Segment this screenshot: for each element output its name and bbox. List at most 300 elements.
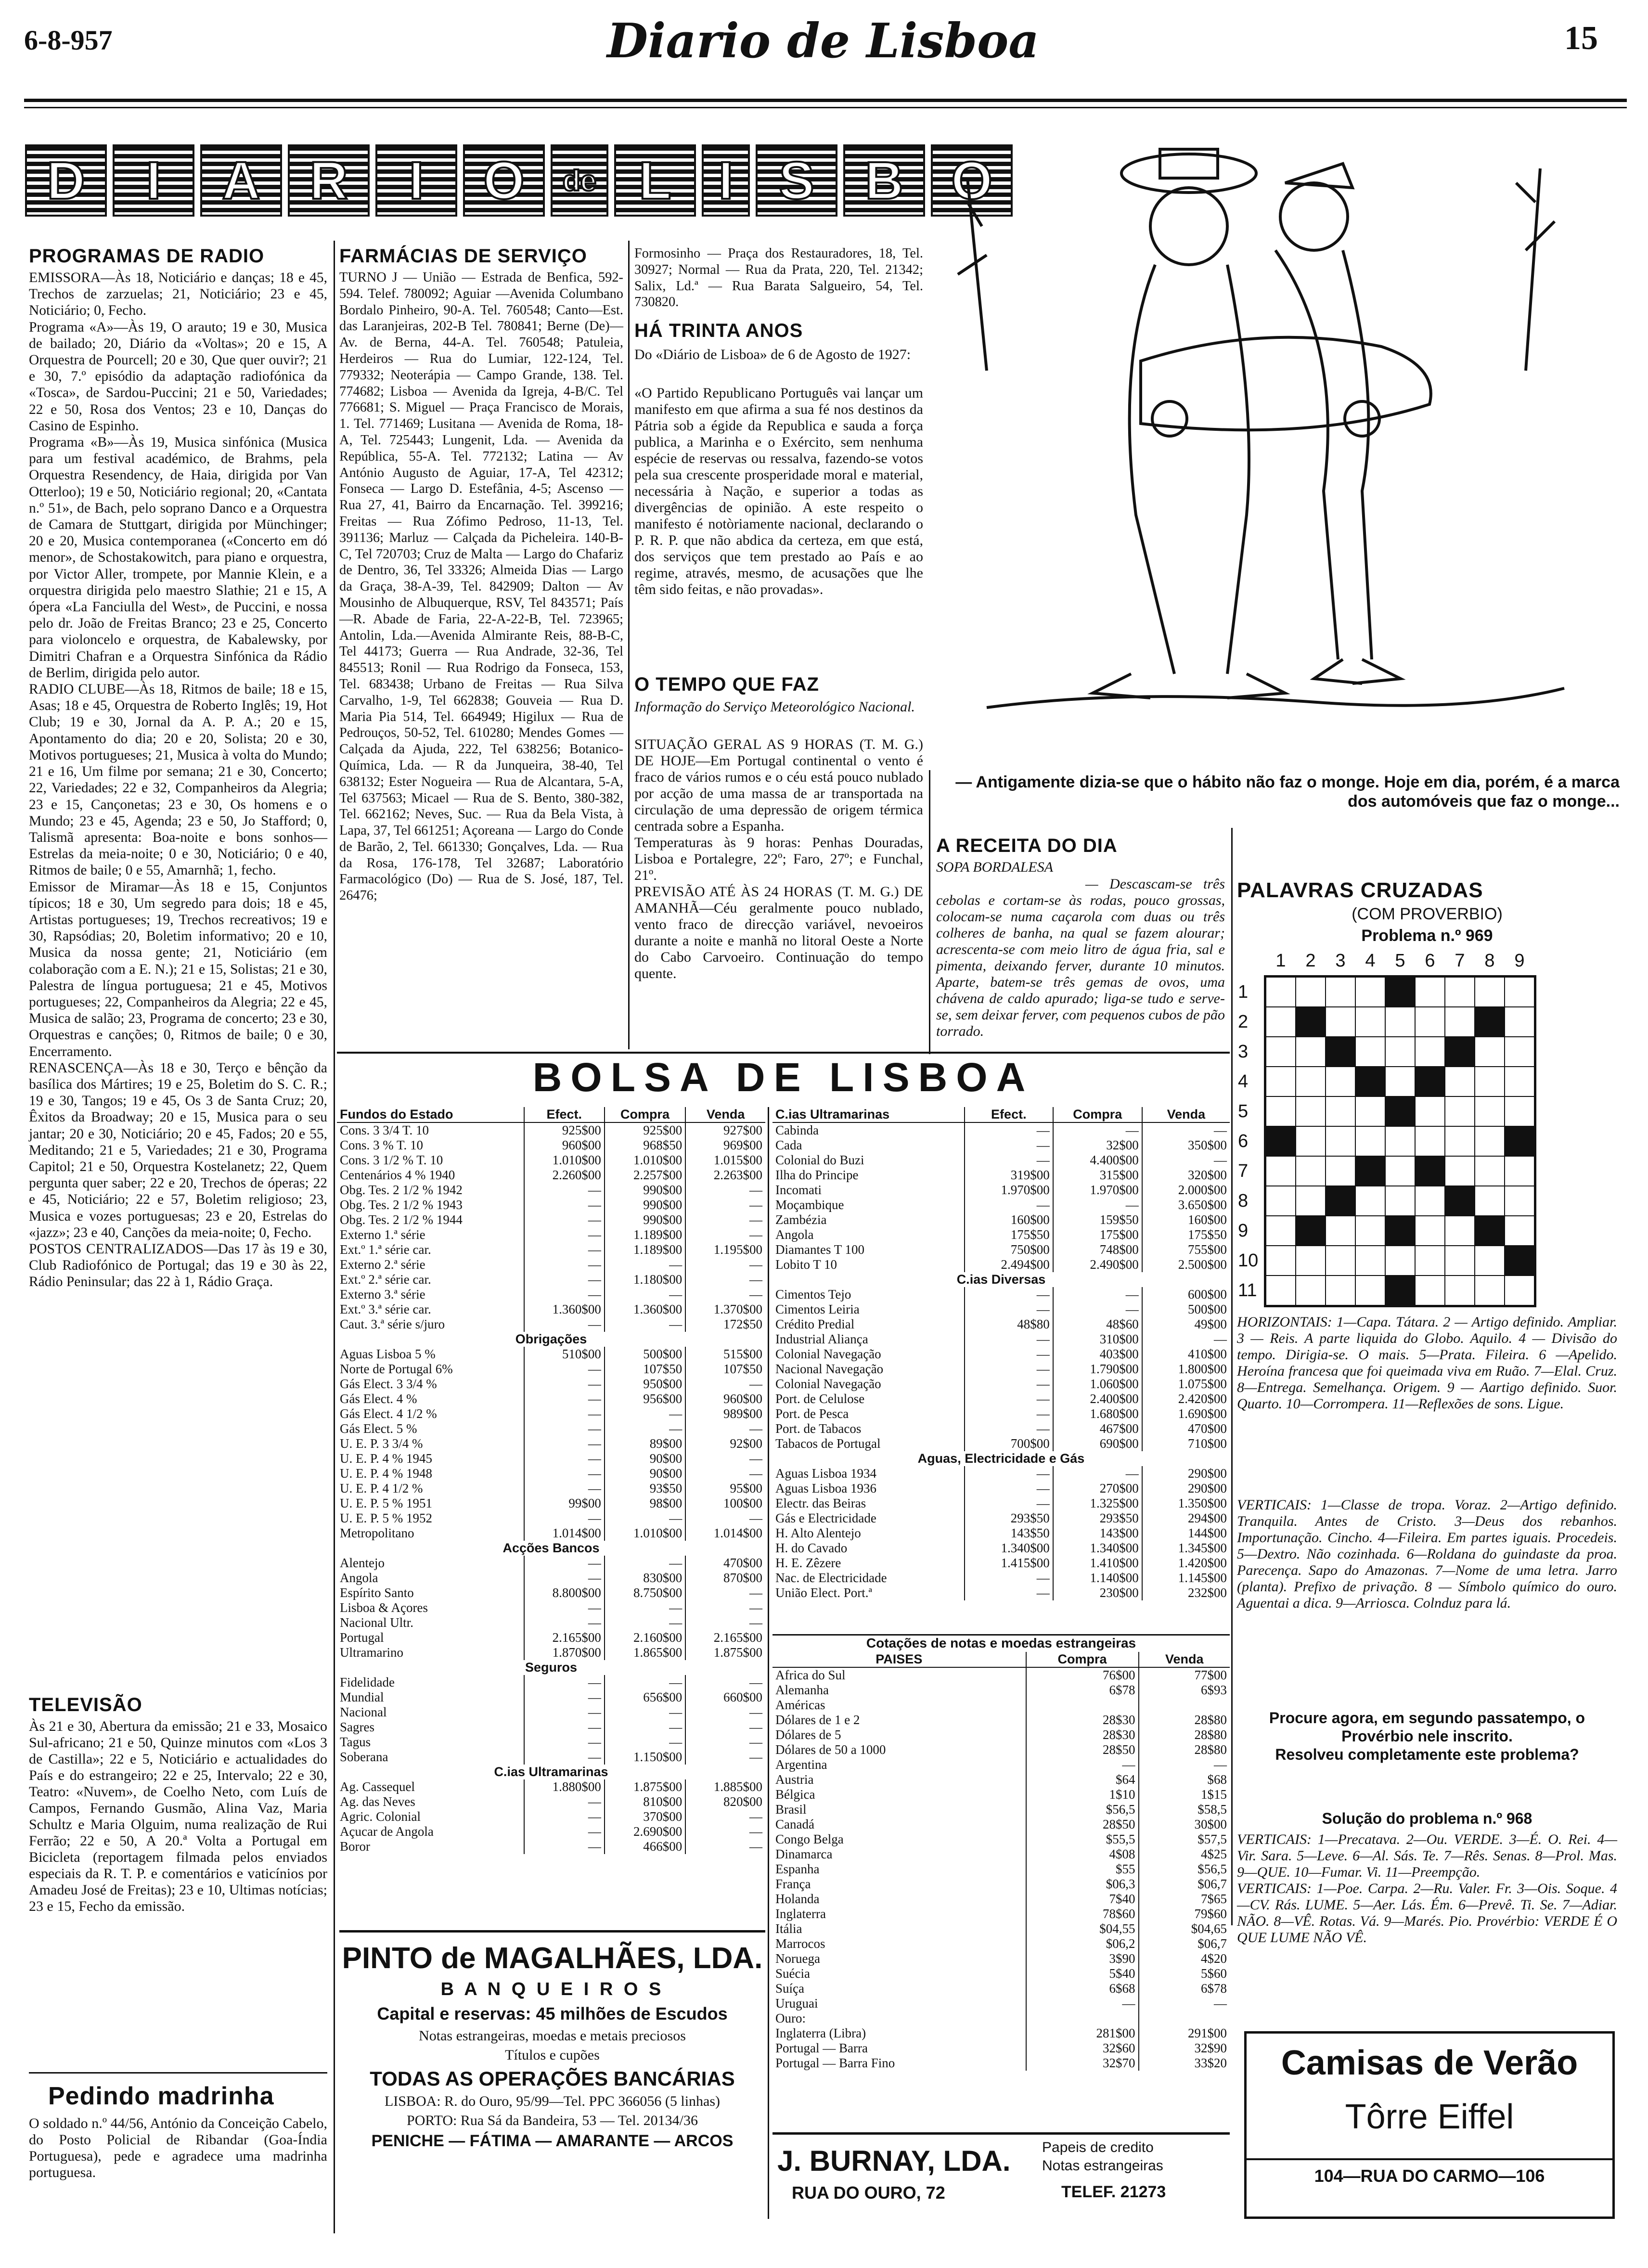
table-cell-value [1026,1698,1139,1713]
table-cell-label: Caut. 3.ª série s/juro [340,1317,445,1331]
table-cell-value: — [685,1287,765,1302]
crossword-row-number: 5 [1238,1101,1249,1121]
crossword-row-number: 9 [1238,1221,1249,1241]
table-row [772,1272,1230,1287]
table-cell-label: Espírito Santo [340,1585,414,1600]
issue-date: 6-8-957 [24,25,113,56]
table-row [772,1713,1230,1727]
table-row [772,1727,1230,1742]
table-cell-label: Norte de Portugal 6% [340,1362,453,1376]
table-row [772,1451,1230,1466]
table-cell-value: — [524,1809,605,1824]
ad-camisas-line2: Tôrre Eiffel [1345,2098,1514,2136]
table-cell-label: Nac. de Electricidade [775,1571,887,1585]
col-header: Compra [1053,1107,1142,1122]
table-section-header: Aguas, Electricidade e Gás [917,1451,1085,1466]
table-cell-value: 748$00 [1053,1242,1142,1257]
ad-burnay-addr: RUA DO OURO, 72 [792,2183,945,2203]
table-cell-value: — [1053,1466,1142,1481]
table-cell-value: 660$00 [685,1690,765,1705]
table-row [772,1287,1230,1302]
table-cell-value: 2.263$00 [685,1168,765,1183]
table-cell-label: Mundial [340,1690,384,1704]
table-cell-label: Cada [775,1138,802,1152]
table-cell-value: 175$50 [1142,1227,1230,1242]
table-cell-value: 290$00 [1142,1481,1230,1496]
table-cell-value: — [1053,1198,1142,1212]
table-cell-label: Gás Elect. 5 % [340,1421,417,1436]
table-cell-value: 470$00 [685,1556,765,1571]
table-cell-value: 1.870$00 [524,1645,605,1660]
table-cell-value: — [524,1720,605,1735]
table-cell-value: — [605,1421,685,1436]
table-cell-value: — [965,1585,1053,1600]
solution-body: VERTICAIS: 1—Precatava. 2—Ou. VERDE. 3—É. O. Rei. 4—Vir. Sara. 5—Leve. 6—Al. Sás. Te. 7—Rês. Senas. 8—Prol. Mas. 9—QUE. 10—Fumar. Vi. 11—Preempção. VERTICAIS: 1—Poe. Carpa. 2—Ru. Valer. Fr. 3—Ois. Soque. 4—CV. Rás. LUME. 5—Aer. Lás. Ém. 6—Prevê. Ti. Se. 7—Adiar. NÃO. 8—VÊ. Rotas. Vá. 9—Marés. Pio. Provérbio: VERDE É O QUE LUME NÃO VÊ. [1237,1831,1617,1946]
bolsa-table-left [337,1107,765,1854]
table-cell-label: U. E. P. 4 1/2 % [340,1481,423,1495]
table-cell-value: 230$00 [1053,1585,1142,1600]
ad-pinto-magalhaes [339,1930,765,2221]
table-cell-value: $68 [1139,1772,1230,1787]
table-cell-label: Portugal — Barra [775,2041,868,2055]
table-cell-value: 1.010$00 [524,1153,605,1168]
table-cell-value: 1.150$00 [605,1750,685,1765]
table-cell-value: $04,65 [1139,1921,1230,1936]
table-row [772,1317,1230,1332]
table-row [337,1615,765,1630]
table-cell-label: Zambézia [775,1212,827,1227]
table-row [772,1406,1230,1421]
table-cell-value: 32$00 [1053,1138,1142,1153]
crossword-col-number: 3 [1335,951,1346,971]
table-cell-value: 6$78 [1026,1683,1139,1698]
table-row [772,2041,1230,2056]
table-cell-value: 6$93 [1139,1683,1230,1698]
table-cell-label: Ultramarino [340,1645,403,1660]
table-cell-value: 92$00 [685,1436,765,1451]
crossword-horizontais: HORIZONTAIS: 1—Capa. Tátara. 2 — Artigo definido. Ampliar. 3 — Reis. A parte liquida do Globo. Aquilo. 4 — Divisão do tempo. Dirigia-se. O mais. 5—Prata. Fileira. 6 —Apelido. Heroína francesa que foi queimada viva em Ruão. 7—Elal. Cruz. 8—Entrega. Semelhança. Origem. 9 — Aartigo definido. Suor. Quarto. 10—Corrompera. 11—Reflexões de sons. Ligue. [1237,1314,1617,1412]
table-cell-label: Industrial Aliança [775,1332,868,1346]
table-cell-value: — [685,1809,765,1824]
table-cell-value: — [685,1466,765,1481]
table-row [337,1511,765,1526]
table-cell-value: — [605,1600,685,1615]
table-cell-value: 960$00 [685,1392,765,1406]
table-cell-value: — [685,1257,765,1272]
table-cell-label: Angola [340,1571,378,1585]
table-cell-value: 28$30 [1026,1713,1139,1727]
table-cell-value: 820$00 [685,1794,765,1809]
table-cell-value: — [524,1571,605,1585]
table-cell-label: H. do Cavado [775,1541,848,1555]
table-row [772,1862,1230,1877]
table-cell-value: 403$00 [1053,1347,1142,1362]
table-cell-value: 1.010$00 [605,1526,685,1541]
masthead-letter: R [288,144,370,217]
ad-pinto-porto: PORTO: Rua Sá da Bandeira, 53 — Tel. 20134/36 [407,2113,698,2128]
table-row [337,1198,765,1212]
table-cell-label: Externo 3.ª série [340,1287,425,1302]
table-row [772,1698,1230,1713]
table-cell-value: 79$60 [1139,1907,1230,1921]
table-cell-value: 656$00 [605,1690,685,1705]
table-cell-value: 925$00 [524,1122,605,1138]
table-row [337,1257,765,1272]
table-cell-value: 1.345$00 [1142,1541,1230,1556]
table-row [337,1779,765,1794]
table-cell-value: 700$00 [965,1436,1053,1451]
table-cell-label: Gás e Electricidade [775,1511,876,1525]
table-row [772,1556,1230,1571]
table-cell-value: 960$00 [524,1138,605,1153]
table-cell-value: — [524,1839,605,1854]
table-cell-value: 99$00 [524,1496,605,1511]
table-cell-value: 950$00 [605,1377,685,1392]
table-row [337,1809,765,1824]
table-cell-label: França [775,1877,811,1891]
table-cell-label: Obg. Tes. 2 1/2 % 1943 [340,1198,463,1212]
table-cell-value: — [524,1436,605,1451]
madrinha-body: O soldado n.º 44/56, António da Conceição Cabelo, do Posto Policial de Ribandar (Goa-Índia Portuguesa), pede e agradece uma madrinha portuguesa. [29,2115,327,2180]
table-cell-label: Alemanha [775,1683,829,1697]
table-cell-value: 1.875$00 [605,1779,685,1794]
table-row [337,1122,765,1138]
table-row [772,1332,1230,1347]
table-row [337,1406,765,1421]
table-cell-label: Uruguai [775,1996,818,2010]
col-header: Fundos do Estado [337,1107,524,1122]
table-cell-value: — [965,1466,1053,1481]
table-cell-value: $06,7 [1139,1936,1230,1951]
table-row [337,1392,765,1406]
table-cell-value: 1.800$00 [1142,1362,1230,1377]
table-cell-value: 143$50 [965,1526,1053,1541]
table-cell-label: Dólares de 5 [775,1727,841,1742]
table-cell-value: — [524,1212,605,1227]
table-cell-value: — [605,1511,685,1526]
table-row [337,1287,765,1302]
masthead-letter: L [614,144,696,217]
table-cell-label: Noruega [775,1951,820,1966]
crossword-row-number: 1 [1238,982,1249,1002]
crossword-row-number: 3 [1238,1042,1249,1062]
table-cell-value: — [965,1332,1053,1347]
table-cell-value: 1.790$00 [1053,1362,1142,1377]
table-row [337,1750,765,1765]
table-row [772,1362,1230,1377]
table-cell-label: Nacional Navegação [775,1362,884,1376]
table-cell-value: 989$00 [685,1406,765,1421]
table-cell-value: 990$00 [605,1198,685,1212]
table-cell-value: 1.014$00 [524,1526,605,1541]
trinta-anos-intro: Do «Diário de Lisboa» de 6 de Agosto de 1927: [634,347,911,362]
table-row [337,1347,765,1362]
table-cell-value: 755$00 [1142,1242,1230,1257]
table-cell-label: Aguas Lisboa 5 % [340,1347,436,1361]
table-cell-value: 160$00 [965,1212,1053,1227]
table-cell-value: 1.690$00 [1142,1406,1230,1421]
table-row [337,1242,765,1257]
table-cell-label: Itália [775,1921,802,1936]
table-cell-value: — [685,1735,765,1750]
table-cell-value: 1.880$00 [524,1779,605,1794]
table-row [772,1481,1230,1496]
table-cell-value: — [524,1287,605,1302]
crossword-col-number: 8 [1484,951,1495,971]
table-cell-label: Port. de Pesca [775,1406,849,1421]
televisao-body: Às 21 e 30, Abertura da emissão; 21 e 33, Mosaico Sul-africano; 21 e 50, Quinze minutos com «Los 3 de Castilla»; 22 e 5, Noticiário e actualidades do País e do estrangeiro; 22 e 25, Intervalo; 22 e 30, Teatro: «Nuvem», de Coelho Neto, com Luís de Campos, Fernando Gusmão, Alina Vaz, Maria Schultz e Maria Olguim, numa realização de Rui Ferrão; 22 e 50, A 20.ª Volta a Portugal em Bicicleta (reportagem filmada pelos enviados especiais da R. T. P. e comentários e vaticínios por Amadeu José de Freitas); 23 e 10, Ultimas notícias; 23 e 15, Fecho da emissão. [29,1718,327,1914]
table-row [772,1571,1230,1585]
table-cell-value: — [685,1377,765,1392]
table-cell-value: — [685,1183,765,1198]
table-row [337,1541,765,1556]
ad-burnay-name: J. BURNAY, LDA. [777,2145,1011,2177]
bolsa-table-right [772,1107,1230,1600]
table-cell-value: — [524,1824,605,1839]
column-divider [929,770,930,1054]
ad-burnay-notas: Notas estrangeiras [1042,2158,1163,2174]
table-cell-value: 107$50 [685,1362,765,1377]
cartoon-caption: — Antigamente dizia-se que o hábito não faz o monge. Hoje em dia, porém, é a marca dos automóveis que faz o monge... [955,773,1620,811]
crossword-grid[interactable] [1264,975,1536,1307]
table-cell-value: 232$00 [1142,1585,1230,1600]
table-cell-value: — [524,1183,605,1198]
table-cell-value: 32$60 [1026,2041,1139,2056]
table-row [772,1347,1230,1362]
farmacias-continued: Formosinho — Praça dos Restauradores, 18, Tel. 30927; Normal — Rua da Prata, 220, Tel. 21342; Salix, Ld.ª — Rua Barata Salgueiro, 54, Tel. 730820. [634,246,923,310]
palavras-subtitle: (COM PROVERBIO) [1352,905,1503,923]
section-title-palavras: PALAVRAS CRUZADAS [1237,878,1483,902]
table-cell-value: 1.014$00 [685,1526,765,1541]
table-cell-value: 107$50 [605,1362,685,1377]
table-cell-label: Cons. 3 % T. 10 [340,1138,424,1152]
masthead-logo [25,144,992,221]
table-cell-value: — [524,1735,605,1750]
table-row [337,1720,765,1735]
masthead-letter: O [931,144,1013,217]
table-cell-value: — [605,1406,685,1421]
table-cell-label: U. E. P. 3 3/4 % [340,1436,423,1451]
table-row [772,1227,1230,1242]
table-cell-value: 969$00 [685,1138,765,1153]
table-cell-value: 1.680$00 [1053,1406,1142,1421]
table-row [337,1600,765,1615]
table-cell-value: 4$25 [1139,1847,1230,1862]
crossword-column-numbers [1266,951,1535,971]
table-cell-value: 3$90 [1026,1951,1139,1966]
cotacoes-title: Cotações de notas e moedas estrangeiras [772,1634,1230,1651]
table-cell-label: Angola [775,1227,814,1242]
table-section-header: Acções Bancos [502,1541,600,1555]
table-row [337,1630,765,1645]
crossword-row-number: 7 [1238,1161,1249,1181]
table-cell-value: 175$50 [965,1227,1053,1242]
table-cell-value: — [965,1287,1053,1302]
column-rule [29,2072,327,2074]
table-cell-value: 6$78 [1139,1981,1230,1996]
table-cell-value: 175$00 [1053,1227,1142,1242]
table-cell-value: — [524,1317,605,1332]
masthead-letter: S [756,144,837,217]
table-row [772,1392,1230,1406]
table-cell-value: — [524,1511,605,1526]
table-cell-value: 750$00 [965,1242,1053,1257]
table-cell-label: Bélgica [775,1787,815,1802]
table-cell-value: — [605,1675,685,1690]
table-section-header: C.ias Diversas [956,1272,1046,1287]
crossword-procure: Procure agora, em segundo passatempo, o Provérbio nele inscrito. Resolveu completamente este problema? [1269,1709,1585,1763]
table-cell-label: Tagus [340,1735,371,1749]
table-cell-value: — [605,1287,685,1302]
table-cell-value: 925$00 [605,1122,685,1138]
ad-pinto-titulos: Títulos e cupões [505,2047,600,2063]
cotacoes-table [772,1652,1230,2071]
receita-dish: SOPA BORDALESA [936,859,1054,875]
table-cell-value: 144$00 [1142,1526,1230,1541]
table-cell-value: 1.010$00 [605,1153,685,1168]
table-cell-value: — [524,1198,605,1212]
table-row [337,1556,765,1571]
table-cell-label: Nacional [340,1705,387,1719]
table-cell-label: Metropolitano [340,1526,414,1540]
table-cell-value: $64 [1026,1772,1139,1787]
table-cell-value: 1.875$00 [685,1645,765,1660]
table-cell-value: 927$00 [685,1122,765,1138]
table-cell-value: 1$15 [1139,1787,1230,1802]
table-cell-value: — [685,1824,765,1839]
table-cell-label: Colonial do Buzi [775,1153,864,1167]
table-cell-label: Brasil [775,1802,807,1817]
crossword-col-number: 1 [1275,951,1286,971]
table-cell-value: — [965,1481,1053,1496]
table-cell-value: — [605,1735,685,1750]
table-cell-label: Ext.º 3.ª série car. [340,1302,431,1316]
table-cell-value: 33$20 [1139,2056,1230,2071]
table-row [337,1481,765,1496]
table-cell-value: 172$50 [685,1317,765,1332]
table-cell-value: 160$00 [1142,1212,1230,1227]
table-cell-value: 1.015$00 [685,1153,765,1168]
table-cell-value: 48$60 [1053,1317,1142,1332]
table-cell-value: — [685,1272,765,1287]
table-cell-value: — [685,1227,765,1242]
table-cell-value: — [685,1421,765,1436]
masthead-letter: B [843,144,925,217]
trinta-anos-body: «O Partido Republicano Português vai lançar um manifesto em que afirma a sua fé nos destinos da Pátria sob a égide da Republica e sauda a força publica, a Marinha e o Exército, sem nenhuma espécie de reservas ou ressalva, fazendo-se votos pela sua crescente prosperidade moral e material, necessária à Nação, e superior a todas as divergências de opinião. A este respeito o manifesto é notòriamente nacional, declarando o P. R. P. que não abdica da certeza, em que está, dos serviços que tem prestado ao País e ao regime, através, mesmo, de acusações que lhe têm sido feitas, e não provadas». [634,385,923,597]
table-cell-label: Colonial Navegação [775,1347,881,1361]
table-cell-label: Américas [775,1698,825,1712]
table-cell-value: 1.360$00 [605,1302,685,1317]
table-row [772,1787,1230,1802]
table-cell-label: Cons. 3 3/4 T. 10 [340,1123,429,1137]
table-cell-value: 1.415$00 [965,1556,1053,1571]
table-cell-value: — [524,1600,605,1615]
table-cell-label: Marrocos [775,1936,825,1951]
table-cell-value: 990$00 [605,1183,685,1198]
table-cell-value: 290$00 [1142,1466,1230,1481]
table-cell-value: $06,2 [1026,1936,1139,1951]
section-title-trinta-anos: HÁ TRINTA ANOS [634,320,803,341]
table-cell-value: — [524,1392,605,1406]
table-cell-value: $56,5 [1026,1802,1139,1817]
col-header: Efect. [524,1107,605,1122]
column-divider [768,1107,769,2219]
table-row [772,1966,1230,1981]
farmacias-body: TURNO J — União — Estrada de Benfica, 592-594. Telef. 780092; Aguiar —Avenida Columbano Bordalo Pinheiro, 90-A. Tel. 760548; Canto—Est. das Laranjeiras, 202-B Tel. 780841; Berne (De)—Av. de Berna, 44-A. Tel. 760548; Patuleia, Herdeiros — Rua do Lumiar, 122-124, Tel. 779332; Neoterápia — Campo Grande, 138. Tel. 774682; Lisboa — Avenida da Igreja, 4-B/C. Tel 776681; S. Miguel — Praça Francisco de Morais, 1. Tel. 771469; Lusitana — Avenida de Roma, 18-A, Tel. 725443; Lungenit, Lda. — Avenida da República, 55-A. Tel. 772132; Latina — Av António Augusto de Aguiar, 17-A, Tel 42312; Fonseca — Largo D. Estefânia, 4-5; Ascenso — Rua 27, 41, Bairro da Encarnação. Tel. 399216; Freitas — Rua Zófimo Pedroso, 11-13, Tel. 391136; Marluz — Calçada da Picheleira. 140-B-C, Tel 720703; Cruz de Malta — Largo do Chafariz de Dentro, 36, Tel 33326; Almeida Dias — Largo da Graça, 38-A-39, Tel. 842909; Dalton — Av Mousinho de Albuquerque, RSV, Tel 843571; País—R. Abade de Faria, 22-A-22-B, Tel. 723965; Antolin, Lda.—Avenida Almirante Reis, 88-B-C, Tel 44173; Guerra — Rua Andrade, 32-36, Tel 845513; Ronil — Rua Rodrigo da Fonseca, 153, Tel. 683438; Urbano de Freitas — Rua Silva Carvalho, 1-9, Tel 662838; Gouveia — Rua D. Maria Pia 514, Tel. 664949; Higilux — Rua de Pedrouços, 50-52, Tel. 610280; Mendes Gomes — Calçada da Ajuda, 222, Tel 638256; Botanico-Química, Lda. — R da Junqueira, 38-40, Tel 638132; Ester Nogueira — Rua de Alcantara, 5-A, Tel 637563; Micael — Rua de S. Bento, 380-382, Tel. 662162; Neves, Suc. — Rua da Bela Vista, à Lapa, 37, Tel 661251; Açoreana — Largo do Conde de Barão, 2, Tel. 661330; Gonçalves, Lda. — Rua da Rosa, 176-178, Tel 32687; Laboratório Farmacológico (Do) — Rua de S. José, 187, Tel. 26476; [339,270,623,903]
table-cell-value: 7$65 [1139,1892,1230,1907]
table-row [337,1183,765,1198]
table-row [337,1839,765,1854]
table-row [772,1847,1230,1862]
table-row [772,1683,1230,1698]
table-cell-value: 2.420$00 [1142,1392,1230,1406]
table-cell-label: Africa do Sul [775,1668,846,1682]
masthead-letter: I [702,144,750,217]
table-cell-value: 2.000$00 [1142,1183,1230,1198]
masthead-letter: de [551,144,608,217]
table-cell-label: Aguas Lisboa 1934 [775,1466,876,1481]
table-row [772,1168,1230,1183]
table-cell-value: — [524,1615,605,1630]
table-cell-label: Incomati [775,1183,822,1197]
table-cell-value: 470$00 [1142,1421,1230,1436]
table-row [772,1302,1230,1317]
table-cell-label: Inglaterra (Libra) [775,2026,866,2040]
table-cell-value: 2.400$00 [1053,1392,1142,1406]
table-cell-label: H. E. Zêzere [775,1556,841,1570]
table-cell-value: 810$00 [605,1794,685,1809]
table-cell-value: 28$80 [1139,1727,1230,1742]
table-cell-label: Electr. das Beiras [775,1496,866,1510]
table-cell-value: 7$40 [1026,1892,1139,1907]
crossword-col-number: 6 [1425,951,1435,971]
table-cell-value: 510$00 [524,1347,605,1362]
table-cell-label: Agric. Colonial [340,1809,421,1824]
table-cell-value: 270$00 [1053,1481,1142,1496]
table-cell-value: 28$50 [1026,1742,1139,1757]
table-row [772,1377,1230,1392]
table-cell-label: Açucar de Angola [340,1824,434,1839]
masthead-letter: I [375,144,457,217]
column-divider [334,241,335,2233]
table-row [337,1690,765,1705]
table-cell-value: 28$50 [1026,1817,1139,1832]
table-cell-value: 1.140$00 [1053,1571,1142,1585]
table-row [772,1921,1230,1936]
table-cell-value: 310$00 [1053,1332,1142,1347]
table-cell-value: $55,5 [1026,1832,1139,1847]
table-cell-label: U. E. P. 5 % 1952 [340,1511,433,1525]
table-cell-value: 1.060$00 [1053,1377,1142,1392]
table-cell-label: Lisboa & Açores [340,1600,428,1615]
page-header [0,0,1648,116]
table-cell-value: — [1053,1287,1142,1302]
table-cell-value: 410$00 [1142,1347,1230,1362]
table-cell-value: — [965,1347,1053,1362]
table-cell-value: 1.145$00 [1142,1571,1230,1585]
table-cell-value: — [605,1556,685,1571]
table-row [337,1317,765,1332]
table-cell-value: 2.165$00 [685,1630,765,1645]
table-cell-value: 2.257$00 [605,1168,685,1183]
table-cell-value: — [1053,1122,1142,1138]
table-cell-label: Gás Elect. 4 % [340,1392,417,1406]
table-cell-value: 1$10 [1026,1787,1139,1802]
table-row [772,1183,1230,1198]
table-row [772,2011,1230,2026]
table-cell-value: — [524,1466,605,1481]
table-row [772,1757,1230,1772]
